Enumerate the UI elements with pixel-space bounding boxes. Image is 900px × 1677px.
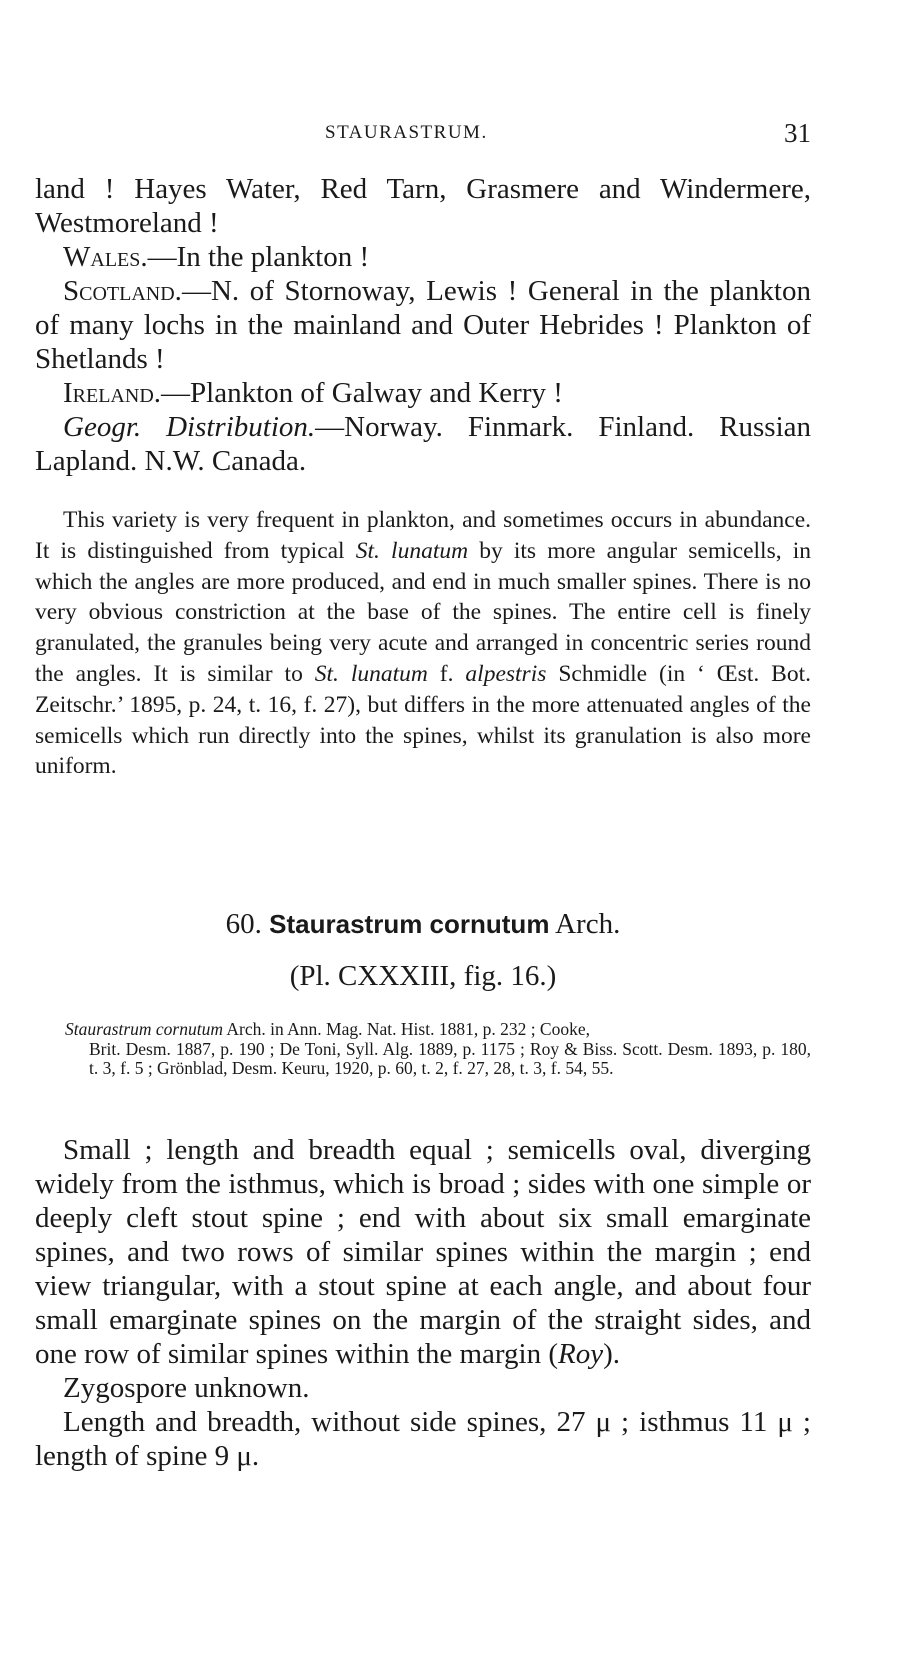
note-text-1: This variety is very frequent in plankton, and sometimes occurs in abundance. It is distinguished from typical — [35, 507, 811, 564]
distribution-scotland — [35, 274, 811, 376]
description-end: ). — [603, 1338, 621, 1370]
measurements-line: Length and breadth, without side spines, 27 μ ; isthmus 11 μ ; length of spine 9 μ. — [35, 1406, 811, 1472]
note-species-2: St. lunatum — [314, 660, 428, 687]
species-heading — [35, 908, 811, 941]
distribution-ireland — [35, 376, 811, 410]
species-number: 60. — [225, 908, 262, 940]
page-number: 31 — [784, 118, 811, 148]
note-text-2: by its more angular semicells, in which the angles are more produced, and end in much smaller spines. There is no very obvious constriction at the base of the spines. The entire cell is finely granulated, the granules being very acute and arranged in concentric series round the angles. It is similar to — [35, 537, 812, 687]
description-main: Small ; length and breadth equal ; semicells oval, diverging widely from the isthmus, which is broad ; sides with one simple or deeply cleft stout spine ; end with about six small emarginate spines, and two rows of similar spines within the margin ; end view triangular, with a stout spine at each angle, and about four small emarginate spines on the margin of the straight sides, and one row of similar spines within the margin ( — [35, 1134, 811, 1370]
distribution-wales — [35, 240, 811, 274]
variety-note — [35, 505, 811, 782]
region-text-wales: —In the plankton ! — [147, 241, 370, 273]
synonymy-first-line — [65, 1020, 811, 1040]
note-text-4: Schmidle (in ‘ Œst. Bot. Zeitschr.’ 1895, p. 24, t. 16, f. 27), but differs in the more attenuated angles of the semicells which run directly into the spines, whilst its granulation is also more uniform. — [35, 660, 811, 780]
note-form: alpestris — [465, 660, 547, 687]
region-text-ireland: —Plankton of Galway and Kerry ! — [161, 377, 563, 409]
geogr-text: —Norway. Finmark. Finland. Russian Lapland. N.W. Canada. — [35, 411, 811, 477]
distribution-section — [35, 172, 811, 478]
running-head: STAURASTRUM. — [325, 122, 488, 143]
synonymy-name: Staurastrum cornutum — [65, 1019, 223, 1039]
geogr-label: Geogr. Distribution. — [63, 411, 316, 443]
species-author: Arch. — [555, 908, 621, 940]
synonymy-block — [65, 1020, 811, 1079]
variety-note-paragraph — [35, 505, 811, 782]
synonymy-line1-rest: Arch. in Ann. Mag. Nat. Hist. 1881, p. 232 ; Cooke, — [223, 1019, 590, 1039]
region-label-ireland: Ireland. — [63, 377, 162, 409]
species-name: Staurastrum cornutum — [269, 909, 550, 939]
plate-reference: (Pl. CXXXIII, fig. 16.) — [289, 960, 557, 992]
note-species-1: St. lunatum — [355, 537, 469, 564]
synonymy-rest: Brit. Desm. 1887, p. 190 ; De Toni, Syll. Alg. 1889, p. 1175 ; Roy & Biss. Scott. Desm. 1893, p. 180, t. 3, f. 5 ; Grönblad, Desm. Keuru, 1920, p. 60, t. 2, f. 27, 28, t. 3, f. 54, 55. — [89, 1038, 811, 1078]
page-header — [35, 118, 811, 148]
note-text-3: f. — [427, 660, 466, 687]
geographic-distribution — [35, 410, 811, 478]
description-paragraph — [35, 1133, 811, 1371]
species-description — [35, 1133, 811, 1473]
zygospore-line: Zygospore unknown. — [63, 1372, 310, 1404]
region-label-wales: Wales. — [63, 241, 148, 273]
description-author-roy: Roy — [558, 1338, 604, 1370]
distribution-continued: land ! Hayes Water, Red Tarn, Grasmere and Windermere, Westmoreland ! — [35, 173, 811, 239]
region-label-scotland: Scotland. — [63, 275, 182, 307]
region-text-scotland: —N. of Stornoway, Lewis ! General in the plankton of many lochs in the mainland and Outer Hebrides ! Plankton of Shetlands ! — [35, 275, 811, 375]
